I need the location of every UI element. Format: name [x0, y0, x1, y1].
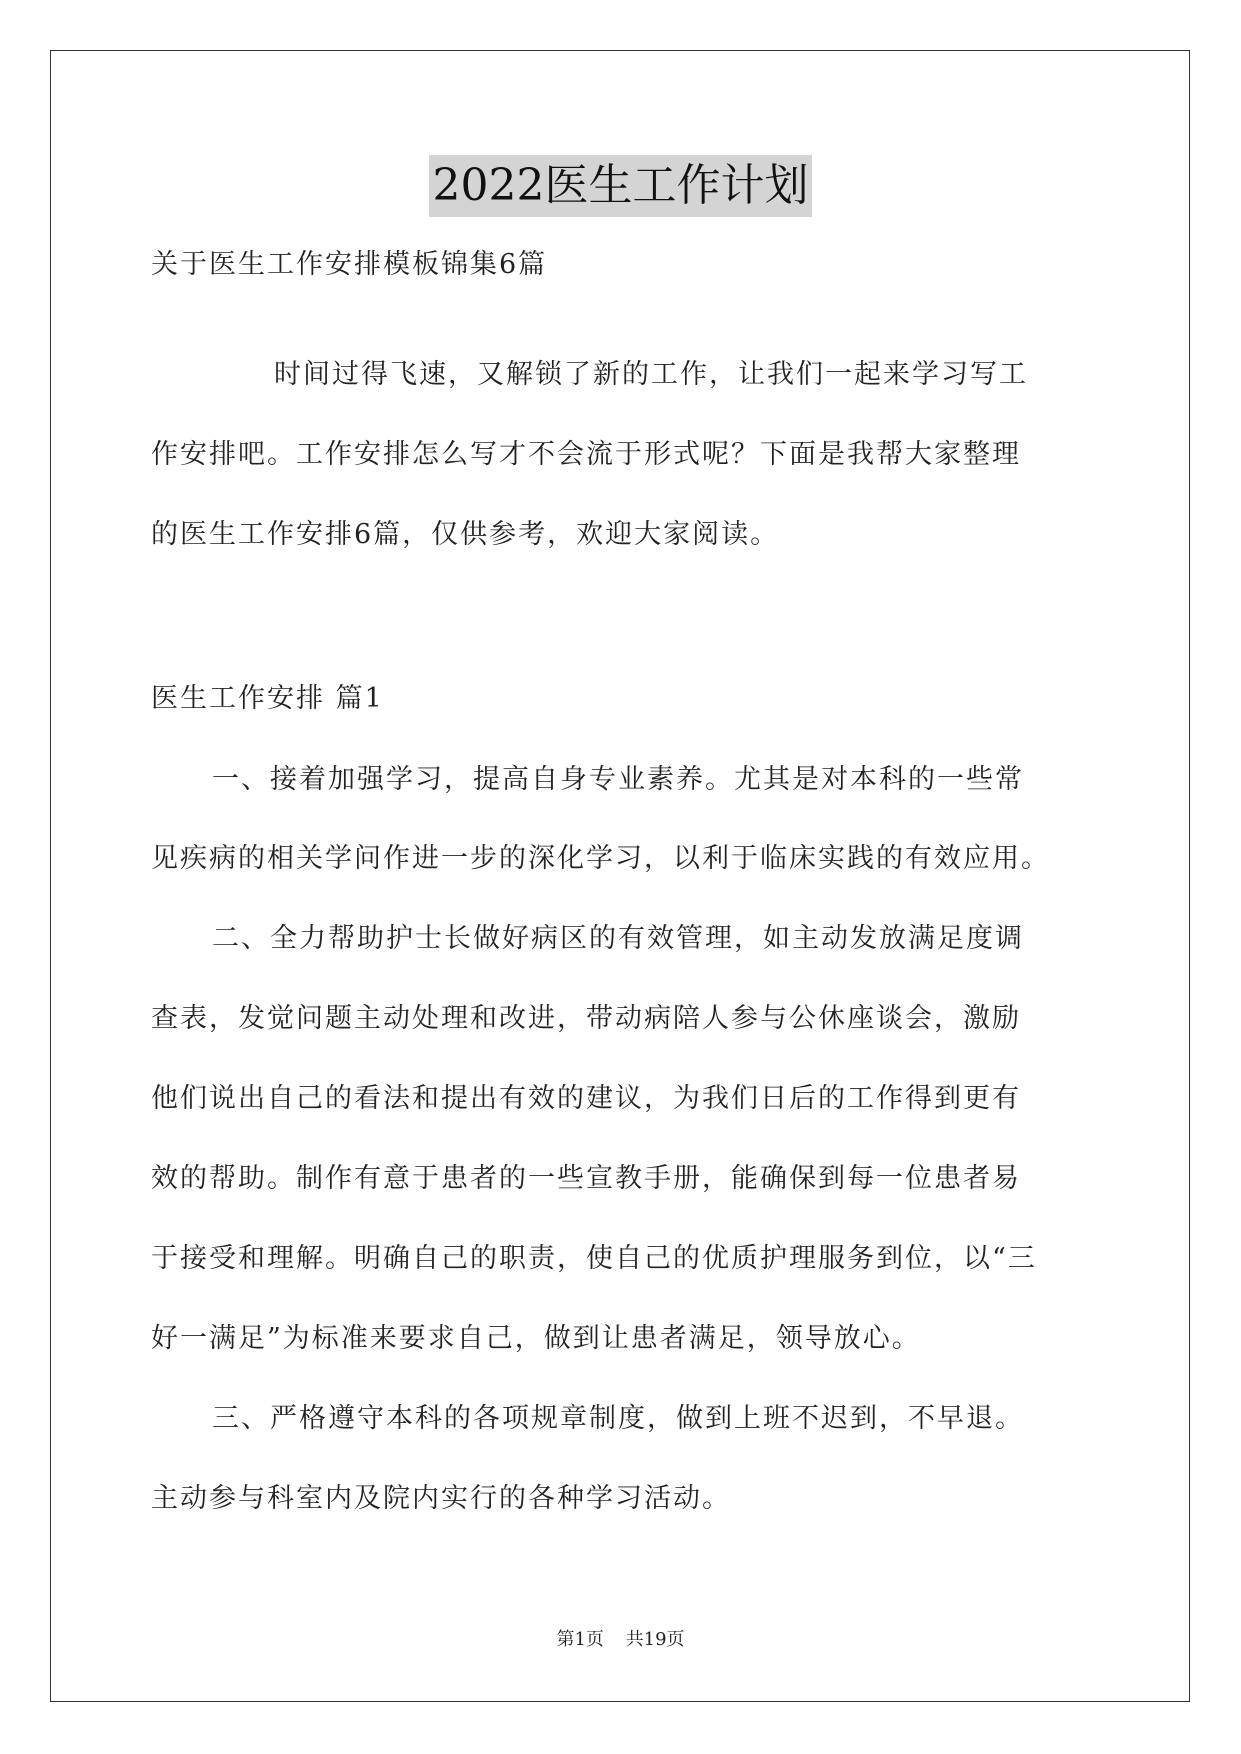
paragraph-line: 作安排吧。工作安排怎么写才不会流于形式呢？下面是我帮大家整理: [151, 439, 1021, 470]
page-total: 共19页: [625, 1629, 685, 1650]
section-heading: 医生工作安排 篇1: [151, 683, 384, 714]
paragraph-line: 效的帮助。制作有意于患者的一些宣教手册，能确保到每一位患者易: [151, 1163, 1021, 1194]
document-title: 2022医生工作计划: [429, 155, 813, 217]
paragraph-line: 时间过得飞速，又解锁了新的工作，让我们一起来学习写工: [274, 359, 1028, 390]
paragraph-line: 一、接着加强学习，提高自身专业素养。尤其是对本科的一些常: [212, 764, 1024, 795]
paragraph-line: 好一满足”为标准来要求自己，做到让患者满足，领导放心。: [151, 1323, 921, 1354]
paragraph-line: 于接受和理解。明确自己的职责，使自己的优质护理服务到位，以“三: [151, 1243, 1037, 1274]
page-number: 第1页: [556, 1629, 604, 1650]
paragraph-line: 查表，发觉问题主动处理和改进，带动病陪人参与公休座谈会，激励: [151, 1003, 1021, 1034]
paragraph-line: 主动参与科室内及院内实行的各种学习活动。: [151, 1483, 731, 1514]
paragraph-line: 二、全力帮助护士长做好病区的有效管理，如主动发放满足度调: [212, 923, 1024, 954]
paragraph-line: 他们说出自己的看法和提出有效的建议，为我们日后的工作得到更有: [151, 1083, 1021, 1114]
page-footer: [0, 1625, 1241, 1651]
document-subtitle: 关于医生工作安排模板锦集6篇: [151, 249, 548, 280]
paragraph-line: 见疾病的相关学问作进一步的深化学习，以利于临床实践的有效应用。: [151, 843, 1050, 874]
page-border: [50, 50, 1190, 1702]
paragraph-line: 的医生工作安排6篇，仅供参考，欢迎大家阅读。: [151, 519, 780, 550]
paragraph-line: 三、严格遵守本科的各项规章制度，做到上班不迟到，不早退。: [212, 1403, 1024, 1434]
title-container: [0, 155, 1241, 217]
